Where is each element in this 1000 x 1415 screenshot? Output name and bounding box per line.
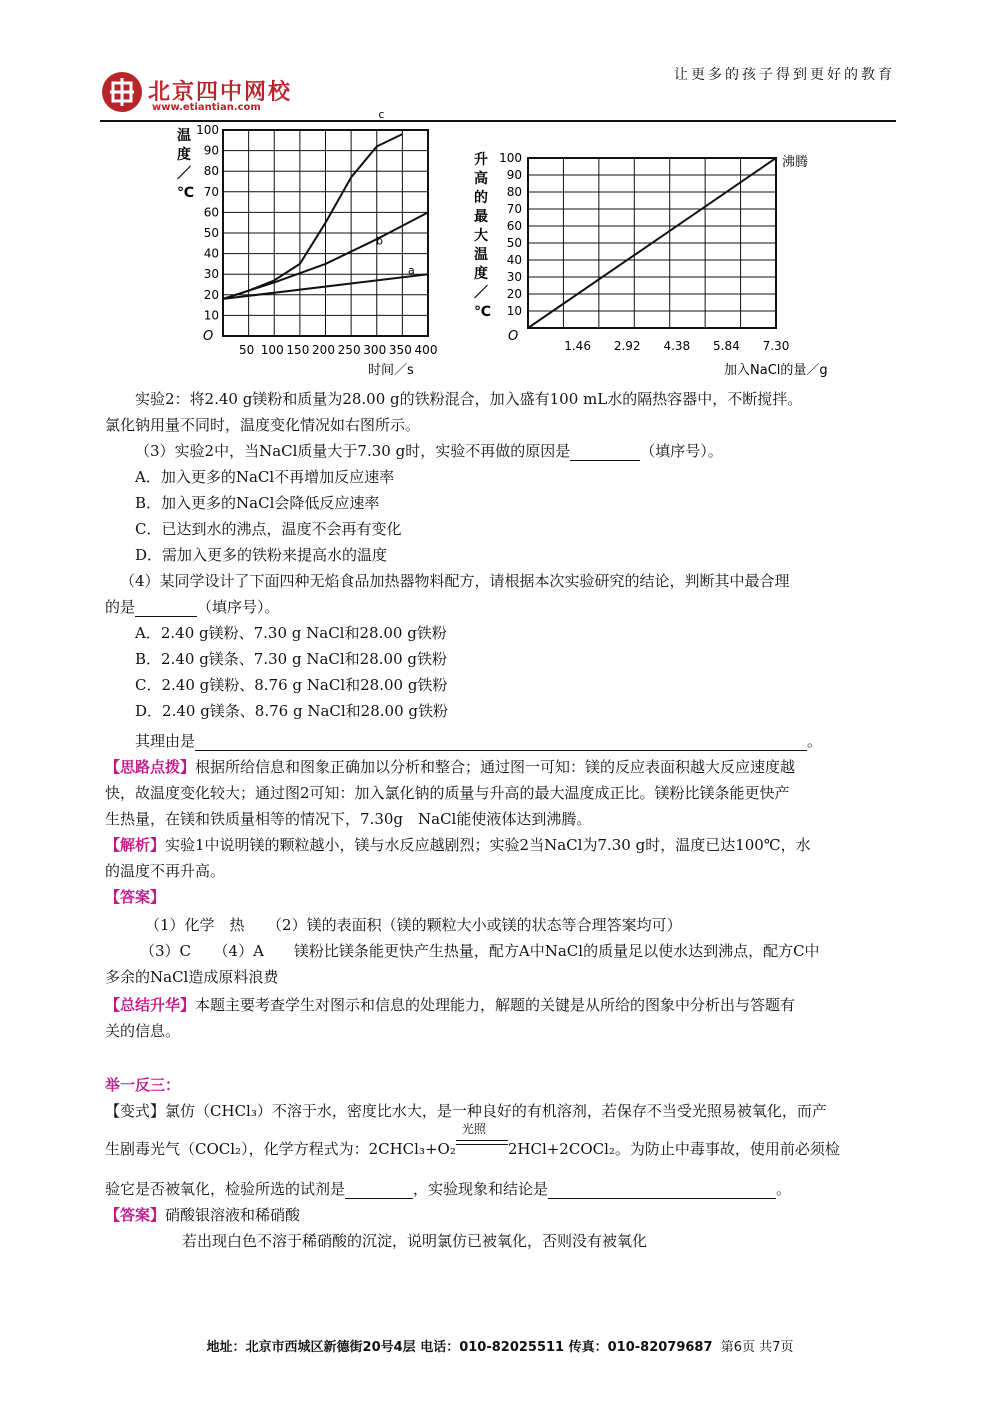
x-tick-label: 150 xyxy=(286,343,310,357)
q3-option-c: C．已达到水的沸点，温度不会再有变化 xyxy=(135,520,402,538)
x-tick-label: 4.38 xyxy=(663,339,691,353)
summary-line2: 关的信息。 xyxy=(105,1022,181,1040)
q3-option-d: D．需加入更多的铁粉来提高水的温度 xyxy=(135,546,388,564)
x-tick-label: 2.92 xyxy=(613,339,641,353)
y-tick-label: 20 xyxy=(506,287,522,301)
reagent-blank[interactable] xyxy=(345,1180,413,1199)
variant-tag: 【变式】 xyxy=(105,1102,166,1120)
reaction-condition-text: 光照 xyxy=(461,1122,486,1136)
question-4-cont xyxy=(105,596,280,617)
q4-option-a: A．2.40 g镁粉、7.30 g NaCl和28.00 g铁粉 xyxy=(135,624,447,642)
y-axis-label-char: 大 xyxy=(474,228,488,244)
variant-text2a: 生剧毒光气（COCl₂），化学方程式为：2CHCl₃+O₂ xyxy=(105,1140,456,1158)
conclusion-blank[interactable] xyxy=(548,1180,776,1199)
answer2-text1: 硝酸银溶液和稀硝酸 xyxy=(165,1206,301,1224)
variant-text3b: ，实验现象和结论是 xyxy=(413,1180,549,1198)
exp2-line1: 实验2：将2.40 g镁粉和质量为28.00 g的铁粉混合，加入盛有100 mL水的隔热容器中，不断搅拌。 xyxy=(135,390,803,408)
q4-option-c: C．2.40 g镁粉、8.76 g NaCl和28.00 g铁粉 xyxy=(135,676,448,694)
analysis-line2: 的温度不再升高。 xyxy=(105,862,226,880)
y-axis-label-char: 温 xyxy=(474,247,488,263)
summary-line1 xyxy=(105,994,795,1015)
analysis-tag: 【解析】 xyxy=(105,836,166,854)
variant-text1: 氯仿（CHCl₃）不溶于水，密度比水大，是一种良好的有机溶剂，若保存不当受光照易被氧化，而产 xyxy=(165,1102,827,1120)
y-tick-label: 10 xyxy=(506,304,522,318)
origin-label: O xyxy=(508,329,519,344)
y-axis-label-char: ℃ xyxy=(177,185,194,201)
variant-title-text: 举一反三： xyxy=(105,1076,181,1094)
summary-text1: 本题主要考查学生对图示和信息的处理能力，解题的关键是从所给的图象中分析出与答题有 xyxy=(195,996,796,1014)
summary-tag: 【总结升华】 xyxy=(105,996,196,1014)
series-label-b: b xyxy=(376,234,383,248)
footer xyxy=(0,1336,1000,1355)
reason-end: 。 xyxy=(807,732,823,750)
y-tick-label: 90 xyxy=(506,168,522,182)
y-tick-label: 60 xyxy=(506,219,522,233)
q3-option-b: B．加入更多的NaCl会降低反应速率 xyxy=(135,494,380,512)
question-4-tail: （填序号）。 xyxy=(197,598,280,616)
header-slogan: 让更多的孩子得到更好的教育 xyxy=(674,67,895,83)
x-axis-label: 时间／s xyxy=(368,363,414,378)
y-axis-label-char: 度 xyxy=(177,147,191,163)
y-tick-label: 40 xyxy=(203,246,219,261)
variant-text3a: 验它是否被氧化，检验所选的试剂是 xyxy=(105,1180,346,1198)
q4-option-d: D．2.40 g镁条、8.76 g NaCl和28.00 g铁粉 xyxy=(135,702,448,720)
x-tick-label: 400 xyxy=(414,343,438,357)
answer-blank-3[interactable] xyxy=(570,442,640,461)
chart-max-temp-vs-nacl xyxy=(468,148,868,380)
hint-line3: 生热量，在镁和铁质量相等的情况下，7.30g NaCl能使液体达到沸腾。 xyxy=(105,810,592,828)
y-axis-label-char: ／ xyxy=(474,285,488,301)
y-tick-label: 50 xyxy=(203,226,219,240)
answer-title xyxy=(105,886,165,907)
reaction-condition xyxy=(456,1122,508,1154)
question-3 xyxy=(135,440,723,461)
exp2-line2: 氯化钠用量不同时，温度变化情况如右图所示。 xyxy=(105,416,421,434)
x-tick-label: 250 xyxy=(337,343,361,357)
x-tick-label: 50 xyxy=(238,343,255,357)
q4-option-b: B．2.40 g镁条、7.30 g NaCl和28.00 g铁粉 xyxy=(135,650,447,668)
answer-blank-4[interactable] xyxy=(135,598,197,617)
y-tick-label: 100 xyxy=(196,123,219,137)
y-axis-label-char: 度 xyxy=(474,266,488,282)
y-tick-label: 100 xyxy=(499,151,522,165)
question-3-text: （3）实验2中，当NaCl质量大于7.30 g时，实验不再做的原因是 xyxy=(135,442,571,460)
hint-tag: 【思路点拨】 xyxy=(105,758,196,776)
answer2-line2: 若出现白色不溶于稀硝酸的沉淀，说明氯仿已被氧化，否则没有被氧化 xyxy=(182,1232,648,1250)
footer-page: 第6页 共7页 xyxy=(720,1340,794,1355)
answer2-tag: 【答案】 xyxy=(105,1206,166,1224)
logo-url: www.etiantian.com xyxy=(152,102,261,113)
analysis-line1 xyxy=(105,834,811,855)
answer-line1: （1）化学 热 （2）镁的表面积（镁的颗粒大小或镁的状态等合理答案均可） xyxy=(145,916,682,934)
variant-line1 xyxy=(105,1100,827,1121)
x-axis-label: 加入NaCl的量／g xyxy=(724,363,828,378)
x-tick-label: 350 xyxy=(388,343,412,357)
school-logo xyxy=(102,72,302,120)
answer-tag: 【答案】 xyxy=(105,888,166,906)
y-axis-label-char: 高 xyxy=(474,171,488,187)
hint-line1 xyxy=(105,756,795,777)
answer2-line1 xyxy=(105,1204,300,1225)
hint-text1: 根据所给信息和图象正确加以分析和整合；通过图一可知：镁的反应表面积越大反应速度越 xyxy=(195,758,796,776)
chart-temperature-vs-time xyxy=(165,108,450,380)
y-tick-label: 80 xyxy=(203,164,219,179)
x-tick-label: 100 xyxy=(260,343,284,357)
reason-blank[interactable] xyxy=(195,732,807,751)
answer-line2: （3）C （4）A 镁粉比镁条能更快产生热量，配方A中NaCl的质量足以使水达到沸点，配方C中 xyxy=(140,942,820,960)
logo-text: 北京四中网校 xyxy=(148,79,293,105)
y-tick-label: 90 xyxy=(203,143,219,158)
y-tick-label: 30 xyxy=(506,270,522,284)
question-4-cont-text: 的是 xyxy=(105,598,136,616)
analysis-text1: 实验1中说明镁的颗粒越小，镁与水反应越剧烈；实验2当NaCl为7.30 g时，温度已达100℃，水 xyxy=(165,836,811,854)
series-label-a: a xyxy=(408,264,415,278)
series-label-c: c xyxy=(378,108,385,122)
y-axis-label-char: ℃ xyxy=(474,304,491,320)
origin-label: O xyxy=(203,329,214,344)
variant-line3 xyxy=(105,1178,791,1199)
question-4: （4）某同学设计了下面四种无焰食品加热器物料配方，请根据本次实验研究的结论，判断其中最合理 xyxy=(120,572,790,590)
footer-address: 地址：北京市西城区新德街20号4层 电话：010-82025511 传真：010-82079687 xyxy=(206,1340,713,1355)
variant-text2b: 2HCl+2COCl₂。为防止中毒事故，使用前必须检 xyxy=(507,1140,840,1158)
x-tick-label: 5.84 xyxy=(713,339,740,353)
y-axis-label-char: 最 xyxy=(474,209,488,225)
variant-title xyxy=(105,1074,180,1095)
hint-line2: 快，故温度变化较大；通过图2可知：加入氯化钠的质量与升高的最大温度成正比。镁粉比镁条能更快产 xyxy=(105,784,790,802)
question-3-tail: （填序号）。 xyxy=(640,442,723,460)
y-tick-label: 40 xyxy=(506,253,522,267)
reason-line xyxy=(135,730,822,751)
logo-emblem-icon xyxy=(102,72,142,112)
y-tick-label: 10 xyxy=(203,308,219,323)
q3-option-a: A．加入更多的NaCl不再增加反应速率 xyxy=(135,468,395,486)
y-tick-label: 60 xyxy=(203,205,219,220)
y-axis-label-char: 温 xyxy=(177,128,191,144)
boiling-annotation: 沸腾 xyxy=(782,155,809,170)
answer-line3: 多余的NaCl造成原料浪费 xyxy=(105,968,279,986)
x-tick-label: 300 xyxy=(363,343,387,357)
y-axis-label-char: 的 xyxy=(474,190,488,206)
x-tick-label: 1.46 xyxy=(564,339,591,353)
variant-text3c: 。 xyxy=(776,1180,792,1198)
y-axis-label-char: 升 xyxy=(474,152,488,168)
reason-label: 其理由是 xyxy=(135,732,196,750)
y-tick-label: 80 xyxy=(506,185,522,199)
y-tick-label: 50 xyxy=(506,236,522,250)
x-tick-label: 200 xyxy=(312,343,335,357)
y-tick-label: 30 xyxy=(203,267,219,282)
y-axis-label-char: ／ xyxy=(177,166,191,182)
y-tick-label: 70 xyxy=(506,202,522,216)
x-tick-label: 7.30 xyxy=(762,339,790,353)
variant-line2 xyxy=(105,1122,840,1159)
y-tick-label: 20 xyxy=(203,287,219,302)
y-tick-label: 70 xyxy=(203,184,219,199)
